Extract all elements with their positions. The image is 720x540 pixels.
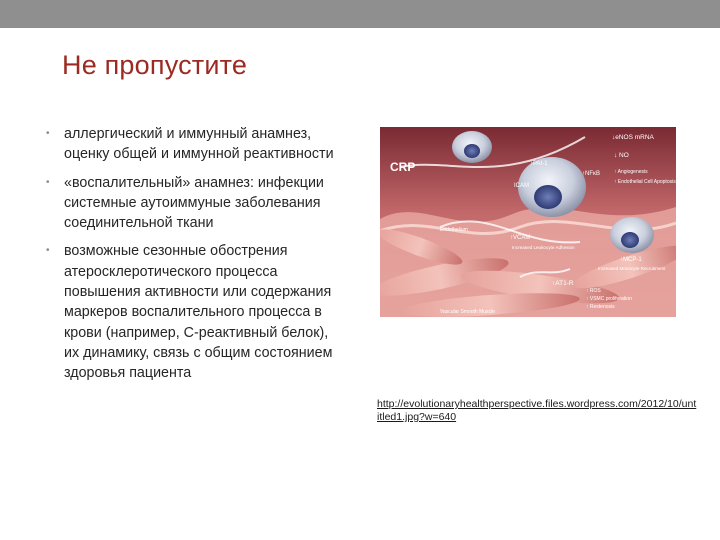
apoptosis-label: ↑ Endothelial Cell Apoptosis <box>614 179 676 185</box>
monocyte-cell-small <box>452 131 492 163</box>
bullet-text: аллергический и иммунный анамнез, оценку общей и иммунной реактивности <box>64 126 334 163</box>
image-source-link[interactable]: http://evolutionaryhealthperspective.files.wordpress.com/2012/10/untitled1.jpg?w=640 <box>377 398 697 423</box>
bullet-item <box>44 173 344 234</box>
top-bar <box>0 0 720 28</box>
bullet-dot-icon: • <box>46 128 50 139</box>
angiogenesis-label: ↑ Angiogenesis <box>614 169 648 175</box>
pai1-label: ↑PAI-1 <box>530 161 548 167</box>
endothelium-label: Endothelium <box>440 227 468 233</box>
crp-label: CRP <box>390 160 416 174</box>
bullet-item <box>44 241 344 383</box>
bullet-list <box>44 124 344 392</box>
nfkb-label: ↑NFκB <box>582 171 600 177</box>
icam-label: ICAM <box>514 183 529 189</box>
bullet-text: возможные сезонные обострения атеросклеротического процесса повышения активности или содержания маркеров воспалительного процесса в крови (например, С-реактивный белок), их динамику, связь с общим состоянием здоровья пациента <box>64 243 333 382</box>
bullet-text: «воспалительный» анамнез: инфекции системные аутоиммуные заболевания соединительной ткани <box>64 174 324 232</box>
restenosis-label: ↑ Restenosis <box>586 304 615 310</box>
monocyte-label: Increased Monocyte Recruitment <box>598 266 666 271</box>
vsmc-prolif-label: ↑ VSMC proliferation <box>586 296 632 302</box>
ros-label: ↑ ROS <box>586 288 601 294</box>
bullet-dot-icon: • <box>46 245 50 257</box>
enos-label: ↓eNOS mRNA <box>612 134 654 141</box>
slide-title: Не пропустите <box>62 50 248 80</box>
bullet-item <box>44 124 344 165</box>
mcp1-label: ↑MCP-1 <box>620 257 642 263</box>
at1r-label: ↑AT1-R <box>552 280 574 287</box>
monocyte-cell-right <box>610 217 654 253</box>
crp-illustration <box>380 127 676 317</box>
bullet-dot-icon: • <box>46 176 50 188</box>
no-label: ↓ NO <box>614 152 629 159</box>
vcam-label: ↑VCAM <box>510 235 531 241</box>
leukocyte-label: Increased Leukocyte Adhesion <box>512 245 575 250</box>
vsm-label: Vascular Smooth Muscle <box>440 309 495 315</box>
